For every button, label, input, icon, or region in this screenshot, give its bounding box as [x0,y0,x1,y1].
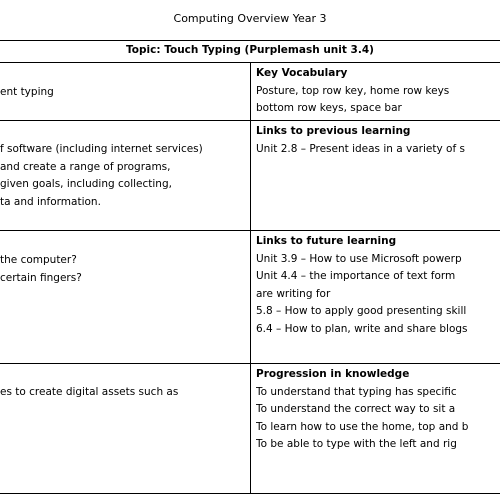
row-3-right-line: are writing for [256,287,331,300]
row-3-left-line: certain fingers? [0,271,82,284]
future-learning-heading: Links to future learning [256,235,397,247]
key-vocabulary-cell [256,65,500,118]
row-2-left-line: f software (including internet services) [0,143,203,155]
row-3-left-cell [0,252,248,287]
row-3-right-line: 6.4 – How to plan, write and share blogs [256,322,468,335]
row-2-left-cell [0,141,248,211]
row-1-left-line: ent typing [0,86,54,98]
previous-learning-heading: Links to previous learning [256,125,411,137]
row-2-right-line: Unit 2.8 – Present ideas in a variety of s [256,142,465,155]
row-4-right-line: To learn how to use the home, top and b [256,420,469,433]
row-1-right-line: Posture, top row key, home row keys [256,84,450,97]
row-4-right-line: To be able to type with the left and rig [256,438,457,450]
previous-learning-cell [256,123,500,158]
row-2-left-line: ta and information. [0,195,101,208]
column-divider [250,62,251,494]
topic-heading: Topic: Touch Typing (Purplemash unit 3.4) [126,44,374,56]
row-3-right-line: 5.8 – How to apply good presenting skill [256,305,467,317]
key-vocabulary-heading: Key Vocabulary [256,67,348,79]
table-border-top [0,40,500,41]
row-2-left-line: given goals, including collecting, [0,178,172,190]
future-learning-cell [256,233,500,338]
overview-table [0,40,500,494]
row-2-left-line: and create a range of programs, [0,160,171,173]
row-3-right-line: Unit 4.4 – the importance of text form [256,270,456,282]
row-3-left-line: the computer? [0,254,77,266]
row-1-left-cell [0,84,248,102]
row-4-left-cell [0,384,248,402]
progression-heading: Progression in knowledge [256,368,410,380]
row-1-right-line: bottom row keys, space bar [256,102,402,114]
page-title: Computing Overview Year 3 [173,12,327,25]
row-4-right-line: To understand that typing has specific [256,385,457,398]
row-4-right-line: To understand the correct way to sit a [256,403,456,415]
progression-cell [256,366,500,454]
row-4-left-line: es to create digital assets such as [0,386,179,398]
row-3-right-line: Unit 3.9 – How to use Microsoft powerp [256,252,462,265]
